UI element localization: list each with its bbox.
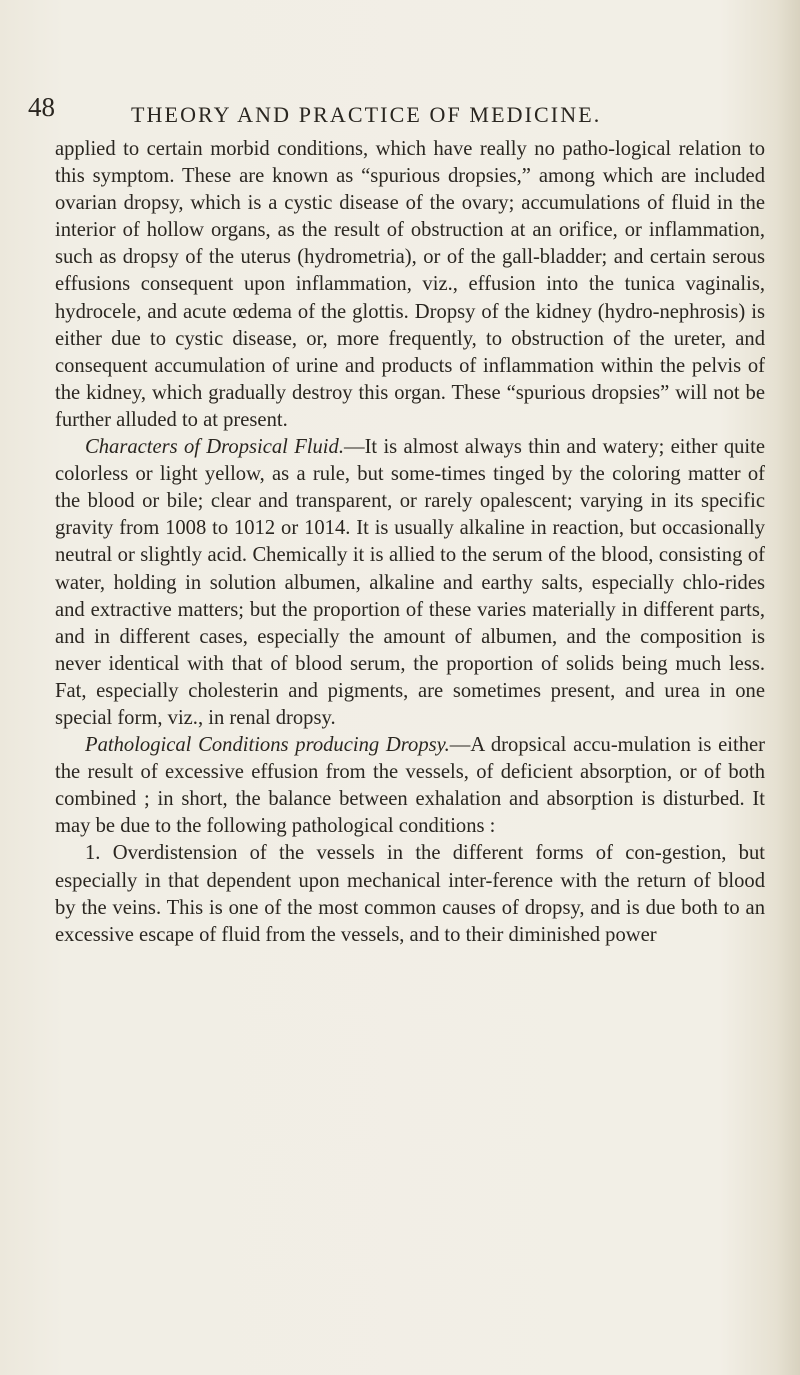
paragraph-pathological-conditions xyxy=(55,732,765,840)
paragraph-text: 1. Overdistension of the vessels in the different forms of con-gestion, but especially in that dependent upon mechanical inter-ference with the return of blood by the veins. This is one of the most common causes of dropsy, and is due both to an excessive escape of fluid from the vessels, and to their diminished power xyxy=(55,842,765,946)
paragraph-characters-of-fluid xyxy=(55,434,765,732)
section-heading: Pathological Conditions producing Dropsy. xyxy=(85,734,450,757)
paragraph-text: —A dropsical accu-mulation is either the result of excessive effusion from the vessels, of deficient absorption, or of both combined ; in short, the balance between exhalation and absorption is disturbed. It may be due to the following pathological conditions : xyxy=(55,734,765,838)
paragraph-overdistension xyxy=(55,840,765,948)
body-text xyxy=(55,136,765,949)
running-head: THEORY AND PRACTICE OF MEDICINE. xyxy=(131,102,602,127)
page-number: 48 xyxy=(28,92,55,122)
paragraph-spurious-dropsies xyxy=(55,136,765,434)
section-heading: Characters of Dropsical Fluid. xyxy=(85,436,344,459)
paragraph-text: applied to certain morbid conditions, which have really no patho-logical relation to this symptom. These are known as “spurious dropsies,” among which are included ovarian dropsy, which is a cystic disease of the ovary; accumulations of fluid in the interior of hollow organs, as the result of obstruction at an orifice, or inflammation, such as dropsy of the uterus (hydrometria), or of the gall-bladder; and certain serous effusions consequent upon inflammation, viz., effusion into the tunica vaginalis, hydrocele, and acute œdema of the glottis. Dropsy of the kidney (hydro-nephrosis) is either due to cystic disease, or, more frequently, to obstruction of the ureter, and consequent accumulation of urine and products of inflammation within the pelvis of the kidney, which gradually destroy this organ. These “spurious dropsies” will not be further alluded to at present. xyxy=(55,138,765,431)
paragraph-text: —It is almost always thin and watery; either quite colorless or light yellow, as a rule, but some-times tinged by the coloring matter of the blood or bile; clear and transparent, or rarely opalescent; varying in its specific gravity from 1008 to 1012 or 1014. It is usually alkaline in reaction, but occasionally neutral or slightly acid. Chemically it is allied to the serum of the blood, consisting of water, holding in solution albumen, alkaline and earthy salts, especially chlo-rides and extractive matters; but the proportion of these varies materially in different parts, and in different cases, especially the amount of albumen, and the composition is never identical with that of blood serum, the proportion of solids being much less. Fat, especially cholesterin and pigments, are sometimes present, and urea in one special form, viz., in renal dropsy. xyxy=(55,436,765,729)
